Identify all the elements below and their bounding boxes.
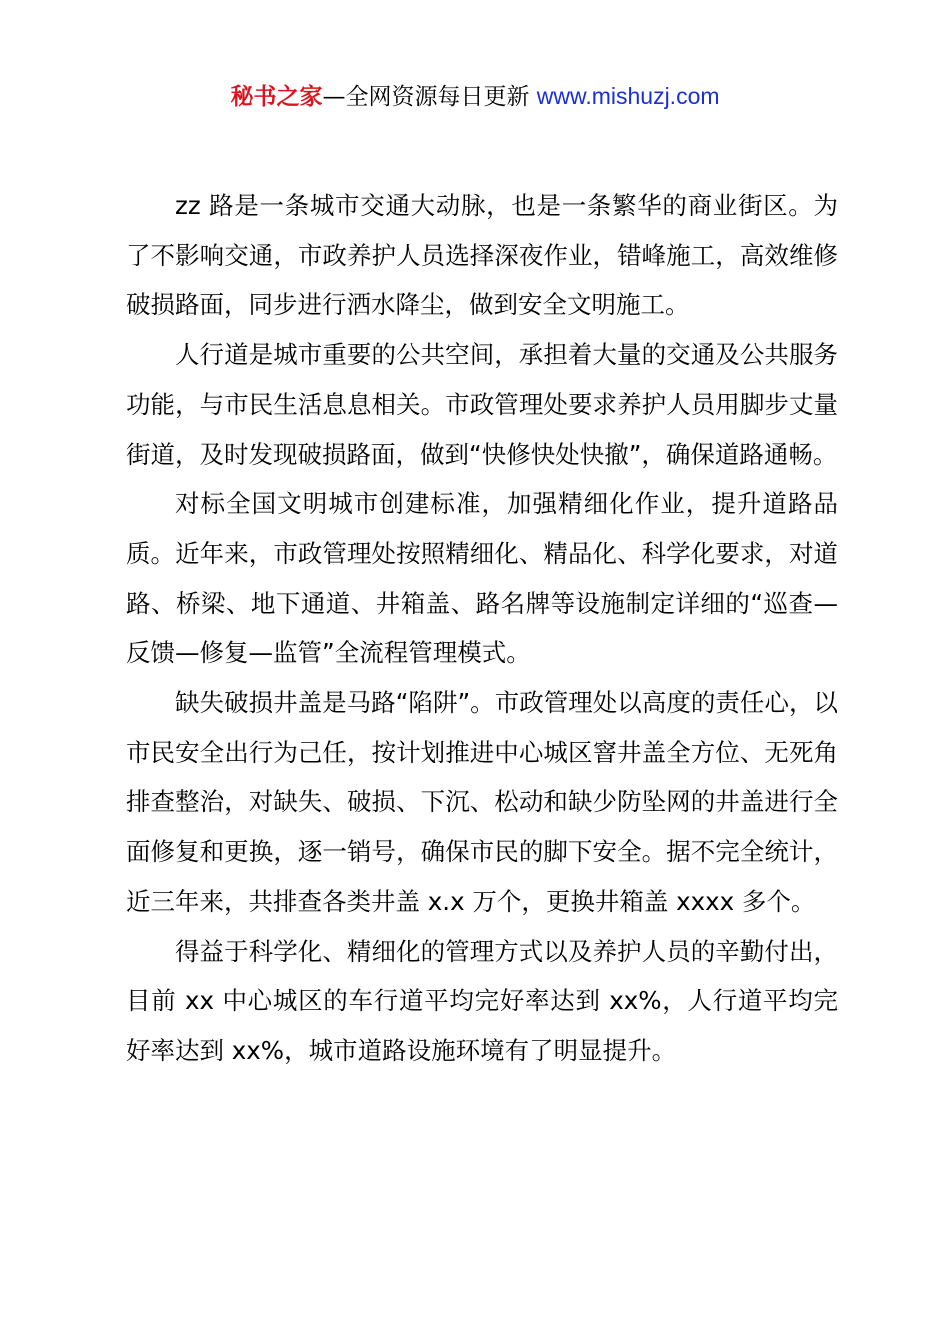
document-body bbox=[126, 181, 838, 1076]
site-tagline: —全网资源每日更新 bbox=[322, 84, 530, 110]
paragraph-5: 得益于科学化、精细化的管理方式以及养护人员的辛勤付出，目前 xx 中心城区的车行道平均完好率达到 xx%，人行道平均完好率达到 xx%，城市道路设施环境有了明显提升。 bbox=[126, 936, 838, 1065]
paragraph-2: 人行道是城市重要的公共空间，承担着大量的交通及公共服务功能，与市民生活息息相关。市政管理处要求养护人员用脚步丈量街道，及时发现破损路面，做到“快修快处快撤”，确保道路通畅。 bbox=[126, 340, 838, 469]
paragraph-1: zz 路是一条城市交通大动脉，也是一条繁华的商业街区。为了不影响交通，市政养护人员选择深夜作业，错峰施工，高效维修破损路面，同步进行洒水降尘，做到安全文明施工。 bbox=[126, 191, 838, 320]
paragraph-3: 对标全国文明城市创建标准，加强精细化作业，提升道路品质。近年来，市政管理处按照精细化、精品化、科学化要求，对道路、桥梁、地下通道、井箱盖、路名牌等设施制定详细的“巡查—反馈—修复—监管”全流程管理模式。 bbox=[126, 489, 838, 668]
site-header bbox=[0, 78, 950, 115]
paragraph-4: 缺失破损井盖是马路“陷阱”。市政管理处以高度的责任心，以市民安全出行为己任，按计划推进中心城区窨井盖全方位、无死角排查整治，对缺失、破损、下沉、松动和缺少防坠网的井盖进行全面修复和更换，逐一销号，确保市民的脚下安全。据不完全统计，近三年来，共排查各类井盖 x.x 万个，更换井箱盖 xxxx 多个。 bbox=[126, 688, 838, 916]
site-url-link[interactable]: www.mishuzj.com bbox=[536, 83, 720, 109]
site-brand: 秘书之家 bbox=[230, 84, 323, 110]
